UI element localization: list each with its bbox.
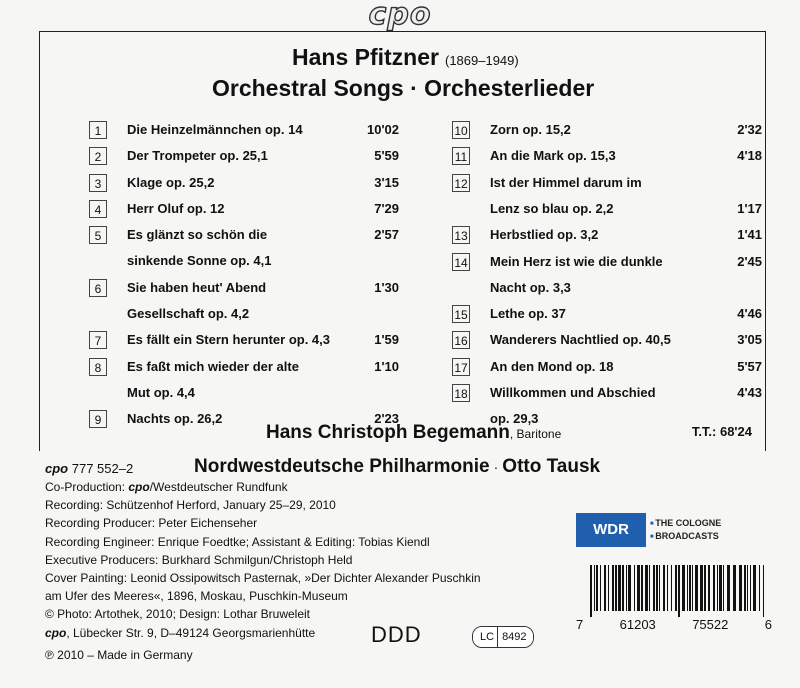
track-number: 15	[452, 305, 470, 323]
credit-engineer: Recording Engineer: Enrique Foedtke; Assistant & Editing: Tobias Kiendl	[45, 534, 430, 549]
track-title: Klage op. 25,2	[127, 174, 215, 190]
track-item	[452, 226, 762, 252]
track-number: 7	[89, 331, 107, 349]
catalog-id: 777 552–2	[71, 461, 134, 476]
barcode-digits	[576, 617, 772, 632]
track-duration: 2'45	[737, 253, 762, 269]
credit-coproduction-label: cpo	[128, 480, 150, 494]
barcode-digit-group: 7	[576, 617, 584, 632]
track-title: Nachts op. 26,2	[127, 411, 223, 427]
performer-name: Hans Christoph Begemann	[266, 422, 510, 443]
orchestra-name: Nordwestdeutsche Philharmonie	[194, 456, 490, 477]
barcode-digit-group: 61203	[619, 617, 656, 632]
track-title: Es fällt ein Stern herunter op. 4,3	[127, 332, 330, 348]
album-title: Orchestral Songs · Orchesterlieder	[212, 75, 595, 101]
track-duration: 5'57	[737, 358, 762, 374]
track-title: Zorn op. 15,2	[490, 122, 571, 137]
track-title: Herr Oluf op. 12	[127, 200, 225, 216]
credit-photo: © Photo: Artothek, 2010; Design: Lothar Bruweleit	[45, 607, 310, 622]
credit-painting-1: Cover Painting: Leonid Ossipowitsch Pasternak, »Der Dichter Alexander Puschkin	[45, 571, 481, 586]
track-item	[89, 226, 399, 279]
catalog-number	[45, 461, 133, 476]
track-title: An den Mond op. 18	[490, 358, 614, 374]
track-duration: 2'32	[737, 122, 762, 137]
track-number: 13	[452, 226, 470, 244]
track-duration: 4'18	[737, 148, 762, 164]
wdr-tagline-1: ■ THE COLOGNE	[650, 517, 721, 530]
track-title: Wanderers Nachtlied op. 40,5	[490, 332, 671, 348]
track-number: 5	[89, 226, 107, 244]
track-item	[452, 358, 762, 384]
track-item	[89, 121, 399, 147]
label-code-prefix: LC	[473, 627, 498, 647]
performer-role: , Baritone	[509, 427, 562, 441]
wdr-logo	[576, 513, 721, 547]
track-number: 14	[452, 253, 470, 271]
track-duration: 7'29	[374, 200, 399, 216]
track-title: An die Mark op. 15,3	[490, 148, 616, 164]
track-item	[452, 147, 762, 173]
track-duration: 3'15	[374, 174, 399, 190]
barcode	[590, 565, 768, 617]
track-number: 12	[452, 174, 470, 192]
track-title: Nacht op. 3,3	[490, 279, 571, 295]
track-number: 6	[89, 279, 107, 297]
label-code-number: 8492	[498, 627, 532, 647]
track-duration: 1'10	[374, 358, 399, 374]
track-item	[452, 331, 762, 357]
credit-coproduction	[45, 478, 481, 496]
track-title: Es glänzt so schön die	[127, 227, 268, 243]
track-number: 11	[452, 147, 470, 165]
orchestra-separator: ·	[493, 459, 499, 475]
barcode-digit-group: 6	[764, 617, 772, 632]
track-title: Mein Herz ist wie die dunkle	[490, 253, 663, 269]
track-number: 3	[89, 174, 107, 192]
track-number: 8	[89, 358, 107, 376]
track-title: sinkende Sonne op. 4,1	[127, 253, 272, 269]
track-title: Die Heinzelmännchen op. 14	[127, 122, 303, 137]
track-number: 2	[89, 147, 107, 165]
credit-painting-2: am Ufer des Meeres«, 1896, Moskau, Puschkin-Museum	[45, 589, 348, 604]
track-title: Mut op. 4,4	[127, 384, 195, 400]
composer-dates: (1869–1949)	[444, 53, 519, 68]
conductor-name: Otto Tausk	[502, 456, 601, 477]
track-title: Willkommen und Abschied	[490, 385, 656, 400]
credit-address-rest: , Lübecker Str. 9, D–49124 Georgsmarienhütte	[66, 625, 316, 640]
track-title: Lenz so blau op. 2,2	[490, 200, 614, 216]
track-item	[452, 305, 762, 331]
barcode-digit-group: 75522	[692, 617, 729, 632]
label-code	[472, 626, 534, 648]
track-title: op. 29,3	[490, 411, 539, 427]
catalog-label: cpo	[45, 461, 69, 476]
credit-producer: Recording Producer: Peter Eichenseher	[45, 516, 258, 531]
ddd-code: DDD	[371, 622, 422, 647]
track-number: 10	[452, 121, 470, 139]
track-title: Herbstlied op. 3,2	[490, 227, 599, 243]
composer-heading	[292, 44, 519, 71]
composer-name: Hans Pfitzner	[292, 44, 439, 70]
track-duration: 5'59	[374, 148, 399, 164]
track-duration: 1'59	[374, 332, 399, 348]
track-duration: 4'46	[737, 306, 762, 322]
track-item	[89, 331, 399, 357]
track-item	[452, 121, 762, 147]
credit-coproduction-prefix: Co-Production:	[45, 480, 129, 494]
track-item	[452, 253, 762, 306]
track-number: 18	[452, 384, 470, 402]
cpo-logo: cpo	[368, 0, 432, 32]
credit-executive: Executive Producers: Burkhard Schmilgun/Christoph Held	[45, 552, 353, 567]
track-number: 17	[452, 358, 470, 376]
credit-coproduction-rest: /Westdeutscher Rundfunk	[149, 480, 288, 494]
track-duration: 1'17	[737, 200, 762, 216]
track-duration: 1'41	[737, 227, 762, 243]
performer	[266, 422, 561, 444]
track-number: 16	[452, 331, 470, 349]
track-number: 1	[89, 121, 107, 139]
track-title: Lethe op. 37	[490, 306, 566, 322]
wdr-tagline-2: ■ BROADCASTS	[650, 530, 721, 543]
track-duration: 3'05	[737, 332, 762, 348]
total-time: T.T.: 68'24	[691, 424, 752, 439]
track-number: 4	[89, 200, 107, 218]
track-duration: 4'43	[737, 385, 762, 400]
track-title: Der Trompeter op. 25,1	[127, 148, 268, 164]
track-title: Sie haben heut' Abend	[127, 279, 267, 295]
track-duration: 10'02	[366, 122, 399, 137]
track-item	[452, 174, 762, 227]
credit-address-label: cpo	[45, 625, 67, 640]
track-item	[89, 200, 399, 226]
track-number: 9	[89, 410, 107, 428]
track-duration: 2'23	[374, 411, 399, 427]
track-duration: 1'30	[374, 279, 399, 295]
track-duration: 2'57	[374, 227, 399, 243]
wdr-tagline	[650, 517, 721, 543]
credit-recording: Recording: Schützenhof Herford, January 25–29, 2010	[45, 498, 336, 513]
credit-copyright: ℗ 2010 – Made in Germany	[45, 647, 193, 662]
track-item	[89, 279, 399, 332]
orchestra-line	[194, 456, 600, 478]
track-title: Es faßt mich wieder der alte	[127, 358, 299, 374]
track-item	[89, 358, 399, 411]
track-title: Ist der Himmel darum im	[490, 174, 642, 190]
track-title: Gesellschaft op. 4,2	[127, 306, 250, 322]
track-item	[89, 147, 399, 173]
wdr-logo-box: WDR	[576, 513, 646, 547]
track-item	[89, 174, 399, 200]
